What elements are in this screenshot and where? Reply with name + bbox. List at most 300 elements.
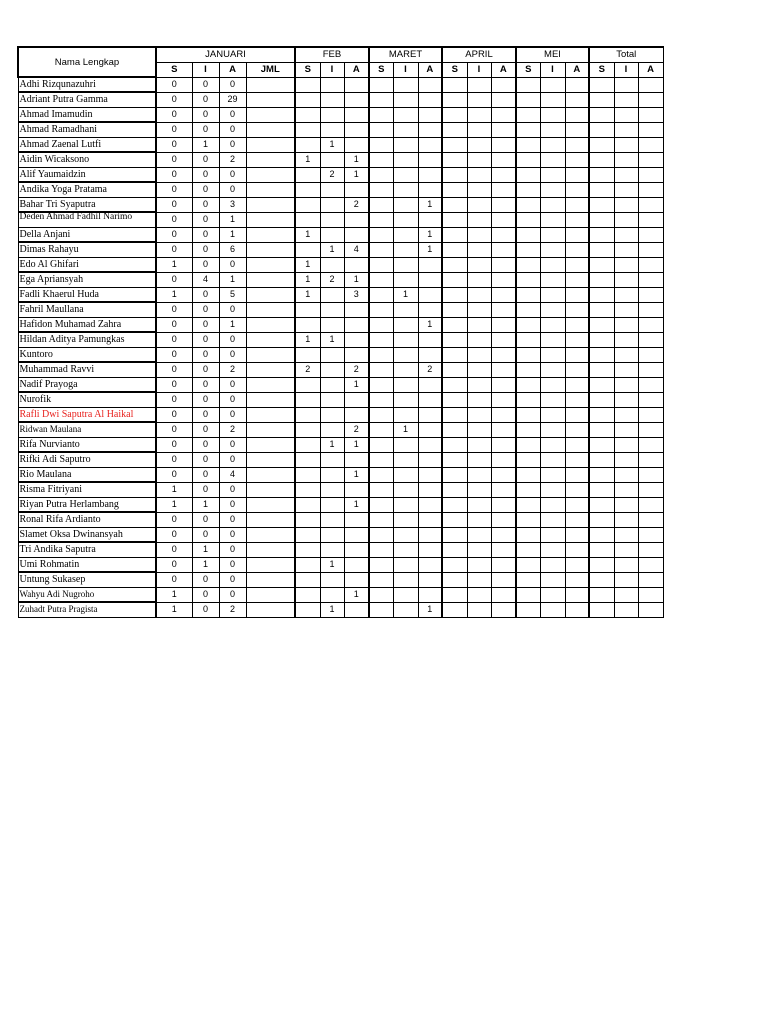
attendance-cell[interactable]: 0 [219,482,246,497]
attendance-cell[interactable] [295,527,320,542]
attendance-cell[interactable] [295,317,320,332]
attendance-cell[interactable]: 0 [219,392,246,407]
attendance-cell[interactable]: 4 [192,272,219,287]
attendance-cell[interactable]: 29 [219,92,246,107]
attendance-cell[interactable] [295,212,320,227]
attendance-cell[interactable] [565,482,589,497]
student-name-cell[interactable]: Alif Yaumaidzin [18,167,156,182]
attendance-cell[interactable] [589,452,614,467]
attendance-cell[interactable] [638,242,663,257]
attendance-cell[interactable] [638,272,663,287]
attendance-cell[interactable] [295,587,320,602]
attendance-cell[interactable] [614,287,638,302]
attendance-cell[interactable] [614,122,638,137]
attendance-cell[interactable] [516,197,540,212]
attendance-cell[interactable]: 1 [344,437,369,452]
attendance-cell[interactable] [491,77,516,92]
attendance-cell[interactable] [369,482,393,497]
attendance-cell[interactable] [516,437,540,452]
attendance-cell[interactable] [369,107,393,122]
attendance-cell[interactable]: 0 [192,482,219,497]
attendance-cell[interactable] [442,197,467,212]
attendance-cell[interactable] [614,512,638,527]
attendance-cell[interactable] [516,587,540,602]
attendance-cell[interactable]: 0 [219,512,246,527]
student-name-cell[interactable]: Rio Maulana [18,467,156,482]
jan-jml-header[interactable]: JML [246,62,295,77]
attendance-cell[interactable] [418,512,442,527]
attendance-cell[interactable] [565,272,589,287]
attendance-cell[interactable] [638,347,663,362]
attendance-cell[interactable] [246,242,295,257]
attendance-cell[interactable] [516,602,540,617]
attendance-cell[interactable] [638,377,663,392]
attendance-cell[interactable] [540,377,565,392]
attendance-cell[interactable] [369,137,393,152]
attendance-cell[interactable] [491,257,516,272]
attendance-cell[interactable] [344,452,369,467]
attendance-cell[interactable] [344,332,369,347]
attendance-cell[interactable] [442,467,467,482]
attendance-cell[interactable] [614,167,638,182]
student-name-cell[interactable]: Bahar Tri Syaputra [18,197,156,212]
attendance-cell[interactable] [393,437,418,452]
attendance-cell[interactable] [565,122,589,137]
attendance-cell[interactable] [393,602,418,617]
attendance-cell[interactable] [393,572,418,587]
attendance-cell[interactable] [320,92,344,107]
student-name-cell[interactable]: Ega Apriansyah [18,272,156,287]
attendance-cell[interactable] [246,167,295,182]
attendance-cell[interactable] [516,392,540,407]
attendance-cell[interactable]: 0 [192,257,219,272]
attendance-cell[interactable] [614,257,638,272]
attendance-cell[interactable] [565,347,589,362]
attendance-cell[interactable] [344,317,369,332]
attendance-cell[interactable] [589,212,614,227]
attendance-cell[interactable] [418,212,442,227]
attendance-cell[interactable]: 0 [219,542,246,557]
attendance-cell[interactable] [614,587,638,602]
attendance-cell[interactable]: 1 [344,167,369,182]
attendance-cell[interactable] [614,422,638,437]
student-name-cell[interactable]: Aidin Wicaksono [18,152,156,167]
attendance-cell[interactable] [540,167,565,182]
attendance-cell[interactable] [540,302,565,317]
attendance-cell[interactable]: 2 [418,362,442,377]
attendance-cell[interactable]: 0 [156,407,192,422]
attendance-cell[interactable] [565,392,589,407]
attendance-cell[interactable] [320,302,344,317]
attendance-cell[interactable] [589,242,614,257]
attendance-cell[interactable] [467,182,491,197]
attendance-cell[interactable] [295,557,320,572]
attendance-cell[interactable]: 3 [344,287,369,302]
attendance-cell[interactable] [320,317,344,332]
attendance-cell[interactable]: 0 [192,437,219,452]
attendance-cell[interactable] [320,377,344,392]
attendance-cell[interactable]: 1 [320,242,344,257]
attendance-cell[interactable] [246,92,295,107]
attendance-cell[interactable] [589,287,614,302]
attendance-cell[interactable]: 1 [295,152,320,167]
attendance-cell[interactable] [614,272,638,287]
attendance-cell[interactable] [589,602,614,617]
attendance-cell[interactable] [442,257,467,272]
student-name-cell[interactable]: Rafli Dwi Saputra Al Haikal [18,407,156,422]
attendance-cell[interactable] [565,422,589,437]
attendance-cell[interactable]: 1 [418,227,442,242]
attendance-cell[interactable]: 1 [219,227,246,242]
attendance-cell[interactable]: 3 [219,197,246,212]
attendance-cell[interactable] [491,452,516,467]
attendance-cell[interactable] [516,107,540,122]
attendance-cell[interactable] [246,317,295,332]
attendance-cell[interactable] [614,302,638,317]
attendance-cell[interactable] [320,257,344,272]
attendance-cell[interactable] [320,212,344,227]
attendance-cell[interactable] [295,467,320,482]
attendance-cell[interactable] [614,197,638,212]
attendance-cell[interactable] [638,317,663,332]
attendance-cell[interactable] [638,512,663,527]
attendance-cell[interactable] [638,287,663,302]
attendance-cell[interactable] [540,242,565,257]
attendance-cell[interactable]: 1 [418,242,442,257]
attendance-cell[interactable] [442,377,467,392]
attendance-cell[interactable] [638,452,663,467]
attendance-cell[interactable] [393,107,418,122]
attendance-cell[interactable] [393,122,418,137]
attendance-cell[interactable]: 0 [156,122,192,137]
attendance-cell[interactable] [369,572,393,587]
attendance-cell[interactable] [246,482,295,497]
attendance-cell[interactable] [442,407,467,422]
attendance-cell[interactable] [614,152,638,167]
attendance-cell[interactable] [540,542,565,557]
attendance-cell[interactable]: 0 [219,497,246,512]
attendance-cell[interactable] [369,272,393,287]
attendance-cell[interactable]: 2 [344,197,369,212]
attendance-cell[interactable] [442,242,467,257]
attendance-cell[interactable]: 0 [156,242,192,257]
attendance-cell[interactable] [393,467,418,482]
attendance-cell[interactable] [491,377,516,392]
attendance-cell[interactable] [491,497,516,512]
attendance-cell[interactable] [393,542,418,557]
attendance-cell[interactable] [393,197,418,212]
attendance-cell[interactable] [393,302,418,317]
attendance-cell[interactable] [589,122,614,137]
month-header-mei[interactable]: MEI [516,47,589,62]
attendance-cell[interactable] [540,212,565,227]
attendance-cell[interactable]: 0 [156,317,192,332]
attendance-cell[interactable] [516,137,540,152]
attendance-cell[interactable]: 1 [320,557,344,572]
attendance-cell[interactable] [344,77,369,92]
attendance-cell[interactable] [320,482,344,497]
attendance-cell[interactable] [516,122,540,137]
attendance-cell[interactable] [638,152,663,167]
attendance-cell[interactable]: 0 [156,557,192,572]
attendance-cell[interactable]: 0 [156,572,192,587]
mei-s-header[interactable]: S [516,62,540,77]
attendance-cell[interactable] [442,542,467,557]
attendance-cell[interactable] [320,422,344,437]
attendance-cell[interactable] [418,122,442,137]
attendance-cell[interactable] [393,482,418,497]
attendance-cell[interactable] [491,392,516,407]
attendance-cell[interactable] [393,587,418,602]
attendance-cell[interactable] [442,107,467,122]
attendance-cell[interactable] [589,572,614,587]
attendance-cell[interactable] [442,137,467,152]
attendance-cell[interactable]: 1 [320,137,344,152]
attendance-cell[interactable] [638,542,663,557]
attendance-cell[interactable] [516,317,540,332]
attendance-cell[interactable] [589,557,614,572]
attendance-cell[interactable]: 0 [192,77,219,92]
attendance-cell[interactable] [369,257,393,272]
attendance-cell[interactable] [320,362,344,377]
attendance-cell[interactable] [295,572,320,587]
attendance-cell[interactable]: 0 [156,107,192,122]
attendance-cell[interactable] [393,497,418,512]
attendance-cell[interactable]: 0 [192,227,219,242]
attendance-cell[interactable]: 0 [192,332,219,347]
attendance-cell[interactable] [418,482,442,497]
attendance-cell[interactable]: 0 [192,587,219,602]
student-name-cell[interactable]: Rifa Nurvianto [18,437,156,452]
attendance-cell[interactable] [540,272,565,287]
attendance-cell[interactable] [320,77,344,92]
attendance-cell[interactable] [467,152,491,167]
name-column-header[interactable]: Nama Lengkap [18,47,156,77]
attendance-cell[interactable] [442,167,467,182]
attendance-cell[interactable] [442,332,467,347]
attendance-cell[interactable] [295,422,320,437]
attendance-cell[interactable] [638,422,663,437]
student-name-cell[interactable]: Della Anjani [18,227,156,242]
attendance-cell[interactable] [638,587,663,602]
attendance-cell[interactable] [516,227,540,242]
attendance-cell[interactable] [540,572,565,587]
attendance-cell[interactable]: 2 [344,362,369,377]
student-name-cell[interactable]: Ronal Rifa Ardianto [18,512,156,527]
attendance-cell[interactable] [565,257,589,272]
attendance-cell[interactable] [565,197,589,212]
attendance-cell[interactable] [491,482,516,497]
attendance-cell[interactable] [246,392,295,407]
attendance-cell[interactable] [320,407,344,422]
student-name-cell[interactable]: Edo Al Ghifari [18,257,156,272]
attendance-cell[interactable]: 0 [219,107,246,122]
attendance-cell[interactable] [246,452,295,467]
total-i-header[interactable]: I [614,62,638,77]
attendance-cell[interactable] [614,347,638,362]
student-name-cell[interactable]: Andika Yoga Pratama [18,182,156,197]
attendance-cell[interactable] [516,512,540,527]
attendance-cell[interactable] [393,257,418,272]
attendance-cell[interactable] [246,557,295,572]
attendance-cell[interactable] [246,512,295,527]
attendance-cell[interactable] [638,332,663,347]
attendance-cell[interactable]: 0 [156,77,192,92]
jan-s-header[interactable]: S [156,62,192,77]
attendance-cell[interactable] [491,557,516,572]
attendance-cell[interactable] [246,347,295,362]
attendance-cell[interactable]: 0 [192,107,219,122]
attendance-cell[interactable] [540,227,565,242]
attendance-cell[interactable] [369,122,393,137]
attendance-cell[interactable] [344,527,369,542]
attendance-cell[interactable] [246,122,295,137]
attendance-cell[interactable] [638,572,663,587]
attendance-cell[interactable]: 0 [219,572,246,587]
attendance-cell[interactable] [442,152,467,167]
attendance-cell[interactable]: 1 [393,422,418,437]
attendance-cell[interactable] [369,92,393,107]
april-i-header[interactable]: I [467,62,491,77]
attendance-cell[interactable] [491,272,516,287]
attendance-cell[interactable] [369,182,393,197]
attendance-cell[interactable] [614,137,638,152]
attendance-cell[interactable] [589,302,614,317]
attendance-cell[interactable] [491,362,516,377]
attendance-cell[interactable] [491,542,516,557]
attendance-cell[interactable] [344,347,369,362]
attendance-cell[interactable] [442,587,467,602]
attendance-cell[interactable] [516,482,540,497]
attendance-cell[interactable] [516,272,540,287]
attendance-cell[interactable] [491,437,516,452]
attendance-cell[interactable] [246,362,295,377]
attendance-cell[interactable] [246,377,295,392]
attendance-cell[interactable]: 2 [219,362,246,377]
attendance-cell[interactable] [491,587,516,602]
attendance-cell[interactable]: 0 [192,602,219,617]
attendance-cell[interactable] [467,407,491,422]
attendance-cell[interactable] [418,407,442,422]
attendance-cell[interactable] [393,452,418,467]
attendance-cell[interactable] [491,242,516,257]
attendance-cell[interactable] [246,212,295,227]
attendance-cell[interactable] [344,602,369,617]
attendance-cell[interactable] [638,182,663,197]
attendance-cell[interactable] [565,227,589,242]
attendance-cell[interactable] [246,602,295,617]
attendance-cell[interactable] [295,482,320,497]
student-name-cell[interactable]: Ahmad Ramadhani [18,122,156,137]
attendance-cell[interactable] [540,527,565,542]
attendance-cell[interactable] [320,512,344,527]
attendance-cell[interactable] [369,602,393,617]
attendance-cell[interactable] [467,467,491,482]
attendance-cell[interactable] [638,167,663,182]
attendance-cell[interactable] [491,467,516,482]
attendance-cell[interactable]: 0 [192,152,219,167]
attendance-cell[interactable] [320,122,344,137]
attendance-cell[interactable] [442,602,467,617]
attendance-cell[interactable]: 0 [192,167,219,182]
attendance-cell[interactable] [540,182,565,197]
attendance-cell[interactable] [614,332,638,347]
attendance-cell[interactable] [295,497,320,512]
attendance-cell[interactable] [516,572,540,587]
attendance-cell[interactable]: 0 [219,332,246,347]
attendance-cell[interactable] [344,122,369,137]
attendance-cell[interactable] [638,227,663,242]
attendance-cell[interactable] [393,182,418,197]
attendance-cell[interactable] [369,587,393,602]
attendance-cell[interactable] [540,197,565,212]
attendance-cell[interactable] [491,422,516,437]
attendance-cell[interactable] [418,542,442,557]
attendance-cell[interactable] [369,152,393,167]
attendance-cell[interactable] [565,497,589,512]
attendance-cell[interactable] [344,212,369,227]
attendance-cell[interactable] [393,377,418,392]
attendance-cell[interactable] [516,257,540,272]
attendance-cell[interactable] [491,302,516,317]
student-name-cell[interactable]: Deden Ahmad Fadhil Narimo [18,212,156,227]
student-name-cell[interactable]: Ahmad Imamudin [18,107,156,122]
attendance-cell[interactable] [589,587,614,602]
attendance-cell[interactable] [614,407,638,422]
attendance-cell[interactable] [393,362,418,377]
attendance-cell[interactable] [320,587,344,602]
student-name-cell[interactable]: Rifki Adi Saputro [18,452,156,467]
attendance-cell[interactable]: 0 [192,317,219,332]
attendance-cell[interactable] [442,302,467,317]
attendance-cell[interactable] [418,302,442,317]
attendance-cell[interactable] [344,257,369,272]
attendance-cell[interactable] [467,287,491,302]
attendance-cell[interactable] [246,197,295,212]
attendance-cell[interactable] [614,317,638,332]
attendance-cell[interactable] [467,362,491,377]
attendance-cell[interactable] [246,182,295,197]
attendance-cell[interactable] [565,512,589,527]
attendance-cell[interactable] [393,392,418,407]
student-name-cell[interactable]: Dimas Rahayu [18,242,156,257]
attendance-cell[interactable] [565,332,589,347]
attendance-cell[interactable]: 1 [295,272,320,287]
attendance-cell[interactable] [565,377,589,392]
attendance-cell[interactable] [393,242,418,257]
student-name-cell[interactable]: Kuntoro [18,347,156,362]
attendance-cell[interactable] [369,497,393,512]
attendance-cell[interactable] [638,467,663,482]
attendance-cell[interactable]: 0 [156,467,192,482]
student-name-cell[interactable]: Umi Rohmatin [18,557,156,572]
attendance-cell[interactable] [369,467,393,482]
student-name-cell[interactable]: Nadif Prayoga [18,377,156,392]
attendance-cell[interactable]: 1 [295,257,320,272]
attendance-cell[interactable] [418,167,442,182]
attendance-cell[interactable] [369,77,393,92]
student-name-cell[interactable]: Ahmad Zaenal Lutfi [18,137,156,152]
attendance-cell[interactable]: 2 [219,152,246,167]
attendance-cell[interactable] [442,347,467,362]
feb-a-header[interactable]: A [344,62,369,77]
attendance-cell[interactable] [246,527,295,542]
attendance-cell[interactable] [295,242,320,257]
attendance-cell[interactable] [320,227,344,242]
student-name-cell[interactable]: Fadli Khaerul Huda [18,287,156,302]
attendance-cell[interactable] [589,512,614,527]
attendance-cell[interactable] [442,122,467,137]
